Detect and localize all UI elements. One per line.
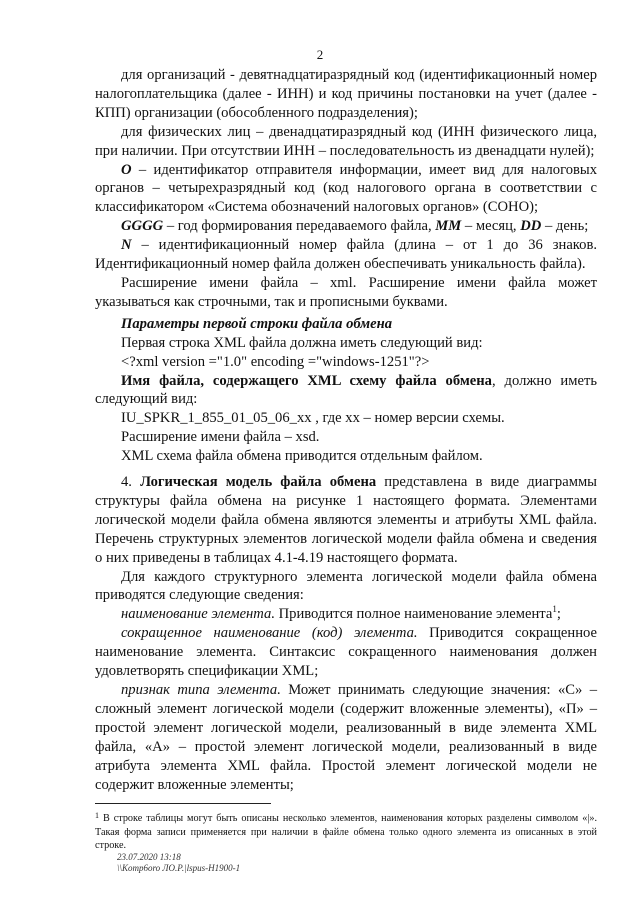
footnote-text: В строке таблицы могут быть описаны несколько элементов, наименования которых разделены символом «|». Такая форма записи применяется при наличии в файле обмена только одного элемента из описанных в этой строке.	[95, 813, 597, 852]
element-name-term: наименование элемента.	[121, 606, 275, 623]
schema-file-name-heading: Имя файла, содержащего XML схему файла обмена	[121, 372, 492, 389]
paragraph-organizations: для организаций - девятнадцатиразрядный код (идентификационный номер налогоплательщика (далее - ИНН) и код причины постановки на учет (далее - КПП) организации (обособленного подразделения);	[95, 67, 597, 121]
paragraph-individuals: для физических лиц – двенадцатиразрядный код (ИНН физического лица, при наличии. При отсутствии ИНН – последовательность из двенадцати нулей);	[95, 123, 597, 159]
term-o: O	[121, 161, 132, 178]
paragraph-xsd-extension: Расширение имени файла – xsd.	[121, 429, 320, 446]
element-type-text: Может принимать следующие значения: «С» – сложный элемент логической модели (содержит вложенные элементы), «П» – простой элемент логической модели, реализованный в виде элемента XML файла, «А» – простой элемент логической модели, реализованный в виде атрибута элемента XML файла. Простой элемент логической модели не содержит вложенные элементы;	[95, 682, 597, 793]
term-dd-description: – день;	[541, 218, 589, 235]
term-n-description: – идентификационный номер файла (длина – от 1 до 36 знаков. Идентификационный номер файла должен обеспечивать уникальность файла).	[95, 237, 597, 273]
paragraph-sender-id	[95, 161, 597, 218]
footnote-reference: 1	[552, 604, 557, 615]
paragraph-first-line: Первая строка XML файла должна иметь следующий вид:	[121, 334, 483, 351]
paragraph-element-type	[95, 681, 597, 794]
schema-name-line: IU_SPKR_1_855_01_05_06_xx , где хх – номер версии схемы.	[121, 410, 505, 427]
stamp-date: 23.07.2020 13:18	[117, 852, 181, 862]
footnote-mark: 1	[95, 811, 99, 820]
paragraph-logical-model	[95, 473, 597, 568]
term-mm: MM	[435, 218, 462, 235]
element-name-tail: ;	[556, 606, 561, 623]
logical-model-heading: Логическая модель файла обмена	[140, 474, 377, 491]
term-mm-description: – месяц,	[461, 218, 521, 235]
body-text	[95, 66, 597, 794]
paragraph-element-name	[95, 605, 597, 624]
paragraph-extension: Расширение имени файла – xml. Расширение имени файла может указываться как строчными, так и прописными буквами.	[95, 274, 597, 310]
term-o-description: – идентификатор отправителя информации, имеет вид для налоговых органов – четырехразрядный код (код налогового органа в соответствии с классификатором «Система обозначений налоговых органов» (СОНО);	[95, 161, 597, 216]
paragraph-element-info: Для каждого структурного элемента логической модели файла обмена приводятся следующие сведения:	[95, 568, 597, 604]
schema-file-name-text: , должно иметь следующий вид:	[95, 372, 597, 408]
paragraph-file-id	[95, 236, 597, 274]
element-name-text: Приводится полное наименование элемента	[274, 606, 553, 623]
heading-first-line-params: Параметры первой строки файла обмена	[121, 315, 393, 332]
stamp-path: \\Komp6oro ЛО.Р.|lspus-Н1900-1	[117, 863, 241, 873]
print-stamp	[117, 852, 240, 874]
paragraph-schema-file-name	[95, 372, 597, 410]
element-code-term: сокращенное наименование (код) элемента.	[121, 625, 418, 642]
term-dd: DD	[520, 218, 542, 235]
element-code-text: Приводится сокращенное наименование элемента. Синтаксис сокращенного наименования должен удовлетворять спецификации XML;	[95, 625, 597, 680]
logical-model-text: представлена в виде диаграммы структуры файла обмена на рисунке 1 настоящего формата. Элементами логической модели файла обмена являются элементы и атрибуты XML файла. Перечень структурных элементов логической модели файла обмена и сведения о них приведены в таблицах 4.1-4.19 настоящего формата.	[95, 474, 597, 566]
footnote	[95, 809, 597, 853]
paragraph-element-code	[95, 624, 597, 681]
paragraph-schema-separate: XML схема файла обмена приводится отдельным файлом.	[121, 448, 483, 465]
term-gggg: GGGG	[121, 218, 164, 235]
term-n: N	[121, 237, 132, 254]
paragraph-date-format	[95, 217, 597, 236]
term-gggg-description: – год формирования передаваемого файла,	[163, 218, 436, 235]
xml-declaration-line: <?xml version ="1.0" encoding ="windows-1251"?>	[121, 353, 430, 370]
page-number: 2	[316, 47, 324, 62]
section-number: 4.	[121, 474, 141, 491]
footnote-divider	[95, 803, 271, 804]
element-type-term: признак типа элемента.	[121, 682, 281, 698]
